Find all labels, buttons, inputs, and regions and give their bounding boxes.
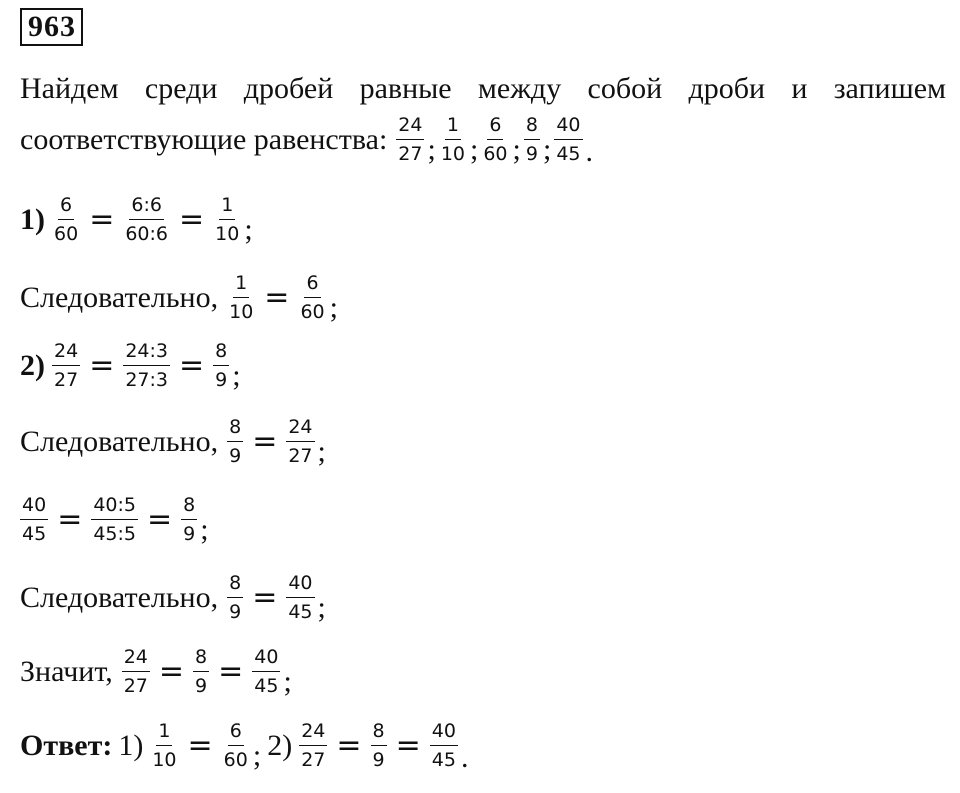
fraction: $\frac{40}{45}$ — [556, 114, 581, 165]
answer — [20, 720, 469, 774]
equals-sign: = — [89, 348, 115, 383]
fraction: $\frac{24}{27}$ — [398, 114, 423, 165]
fraction: $\frac{40}{45}$ — [22, 494, 47, 545]
fraction: $\frac{40}{45}$ — [431, 720, 456, 771]
semicolon: ; — [329, 290, 338, 324]
answer-label: Ответ: — [20, 728, 113, 762]
fraction: $\frac{24:3}{27:3}$ — [125, 340, 168, 391]
equals-sign: = — [57, 502, 83, 537]
equals-sign: = — [264, 280, 290, 315]
equals-sign: = — [89, 202, 115, 237]
fraction: $\frac{8}{9}$ — [195, 646, 208, 697]
equals-sign: = — [187, 728, 213, 763]
summary-text: Значит, — [20, 654, 113, 688]
conclusion-3 — [20, 572, 326, 623]
step-2 — [20, 340, 241, 391]
semicolon: ; — [427, 132, 436, 166]
intro-line-1: Найдем среди дробей равные между собой дроби и запишем — [20, 72, 946, 105]
conclusion-1 — [20, 272, 338, 323]
period: . — [460, 740, 469, 774]
fraction: $\frac{1}{10}$ — [440, 114, 465, 165]
equals-sign: = — [218, 654, 244, 689]
problem-number-badge — [20, 8, 83, 46]
fraction: $\frac{8}{9}$ — [229, 416, 242, 467]
problem-number: 963 — [28, 10, 76, 43]
step-3 — [20, 494, 209, 545]
fraction: $\frac{40}{45}$ — [254, 646, 279, 697]
semicolon: ; — [512, 132, 521, 166]
equals-sign: = — [179, 348, 205, 383]
fraction: $\frac{6}{60}$ — [223, 720, 248, 771]
fraction: $\frac{1}{10}$ — [229, 272, 254, 323]
fraction: $\frac{6}{60}$ — [300, 272, 325, 323]
intro-line-2-text: соответствующие равенства: — [20, 122, 388, 156]
fraction: $\frac{24}{27}$ — [301, 720, 326, 771]
period: . — [585, 134, 593, 168]
fraction: $\frac{1}{10}$ — [152, 720, 177, 771]
fraction: $\frac{8}{9}$ — [372, 720, 385, 771]
semicolon: ; — [232, 358, 241, 392]
fraction: $\frac{40:5}{45:5}$ — [93, 494, 136, 545]
summary — [20, 646, 292, 697]
fraction: $\frac{24}{27}$ — [123, 646, 148, 697]
answer-part-1-label: 1) — [118, 728, 144, 762]
intro-line-2 — [20, 114, 593, 168]
equals-sign: = — [147, 502, 173, 537]
equals-sign: = — [158, 654, 185, 689]
conclusion-3-text: Следовательно, — [20, 580, 219, 614]
semicolon: ; — [542, 132, 552, 166]
semicolon: ; — [317, 434, 326, 468]
equals-sign: = — [336, 728, 362, 763]
semicolon: ; — [283, 664, 292, 698]
fraction: $\frac{6}{60}$ — [483, 114, 508, 165]
semicolon: ; — [252, 738, 262, 772]
fraction: $\frac{24}{27}$ — [288, 416, 313, 467]
semicolon: ; — [317, 590, 326, 624]
equals-sign: = — [252, 580, 278, 615]
fraction: $\frac{24}{27}$ — [54, 340, 79, 391]
equals-sign: = — [395, 728, 421, 763]
conclusion-2 — [20, 416, 326, 467]
intro-paragraph — [20, 72, 946, 106]
fraction: $\frac{1}{10}$ — [215, 194, 240, 245]
semicolon: ; — [470, 132, 479, 166]
semicolon: ; — [200, 512, 209, 546]
equals-sign: = — [179, 202, 205, 237]
fraction: $\frac{40}{45}$ — [288, 572, 313, 623]
semicolon: ; — [244, 212, 253, 246]
equals-sign: = — [252, 424, 278, 459]
conclusion-1-text: Следовательно, — [20, 280, 219, 314]
conclusion-2-text: Следовательно, — [20, 424, 219, 458]
fraction: $\frac{8}{9}$ — [183, 494, 196, 545]
step-2-label: 2) — [20, 348, 45, 382]
answer-part-2-label: 2) — [267, 728, 293, 762]
fraction: $\frac{8}{9}$ — [229, 572, 242, 623]
fraction: $\frac{8}{9}$ — [525, 114, 538, 165]
step-1 — [20, 194, 253, 245]
fraction: $\frac{6}{60}$ — [54, 194, 79, 245]
step-1-label: 1) — [20, 202, 45, 236]
fraction: $\frac{6:6}{60:6}$ — [125, 194, 168, 245]
fraction: $\frac{8}{9}$ — [215, 340, 228, 391]
